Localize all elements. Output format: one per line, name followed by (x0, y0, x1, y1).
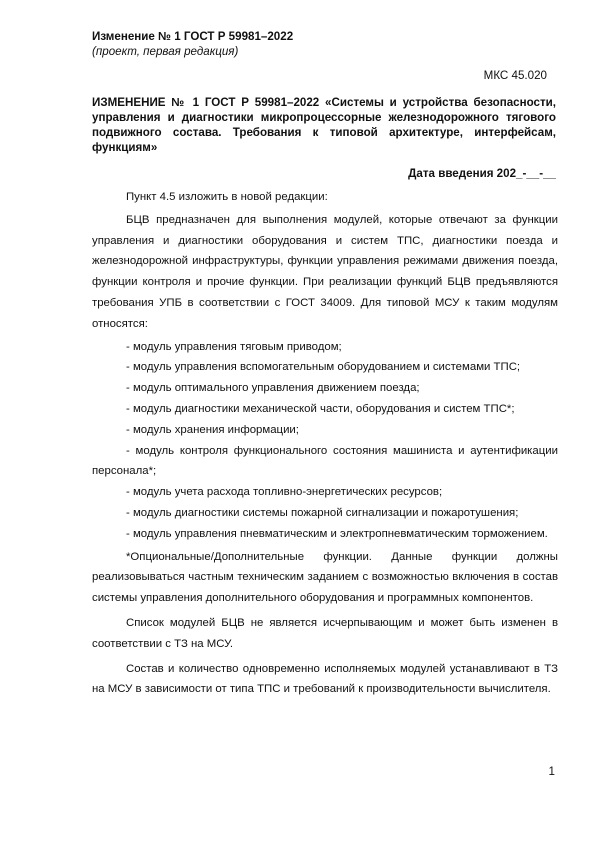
list-item: - модуль учета расхода топливно-энергетических ресурсов; (126, 486, 443, 499)
footnote-paragraph: *Опциональные/Дополнительные функции. Данные функции должны реализовываться частным техническим заданием с возможностью включения в состав системы управления дополнительного оборудования и программных компонентов. (92, 550, 558, 605)
header-subtitle: (проект, первая редакция) (92, 45, 239, 58)
document-body (92, 187, 558, 700)
list-item: - модуль хранения информации; (126, 423, 299, 436)
intro-paragraph: Пункт 4.5 изложить в новой редакции: (126, 191, 328, 203)
document-header (92, 30, 293, 59)
body-paragraph-1: БЦВ предназначен для выполнения модулей, которые отвечают за функции управления и диагностики оборудования и систем ТПС, диагностики поезда и железнодорожной инфраструктуры, функции управления режимами движения поезда, функции контроля и прочие функции. При реализации функций БЦВ предъявляются требования УПБ в соответствии с ГОСТ 34009. Для типовой МСУ к таким модулям относятся: (92, 213, 558, 330)
list-item: - модуль контроля функционального состояния машиниста и аутентификации персонала*; (92, 444, 558, 478)
list-item: - модуль управления пневматическим и электропневматическим торможением. (126, 527, 548, 540)
list-item: - модуль управления тяговым приводом; (126, 340, 342, 353)
body-paragraph-3: Состав и количество одновременно исполняемых модулей устанавливают в ТЗ на МСУ в зависимости от типа ТПС и требований к производительности вычислителя. (92, 662, 558, 696)
effective-date: Дата введения 202_-__-__ (408, 167, 556, 180)
body-paragraph-2: Список модулей БЦВ не является исчерпывающим и может быть изменен в соответствии с ТЗ на МСУ. (92, 616, 558, 650)
list-item: - модуль управления вспомогательным оборудованием и системами ТПС; (126, 361, 521, 374)
page-number: 1 (548, 765, 555, 778)
document-title: ИЗМЕНЕНИЕ № 1 ГОСТ Р 59981–2022 «Системы и устройства безопасности, управления и диагностики микропроцессорные железнодорожного тягового подвижного состава. Требования к типовой архитектуре, интерфейсам, функциям» (92, 96, 556, 154)
list-item: - модуль оптимального управления движением поезда; (126, 382, 420, 395)
list-item: - модуль диагностики системы пожарной сигнализации и пожаротушения; (126, 506, 519, 519)
mks-code: МКС 45.020 (483, 69, 547, 82)
list-item: - модуль диагностики механической части, оборудования и систем ТПС*; (126, 402, 515, 415)
header-title: Изменение № 1 ГОСТ Р 59981–2022 (92, 30, 294, 43)
